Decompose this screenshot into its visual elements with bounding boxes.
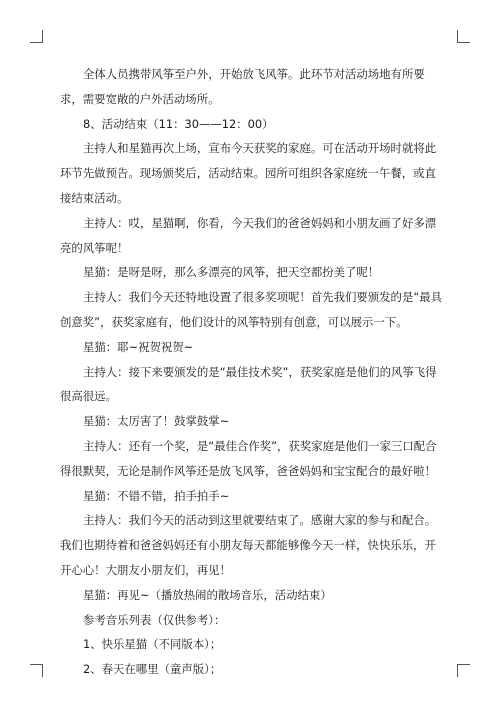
corner-mark-top-left <box>30 30 43 43</box>
dialogue-line: 星猫：太厉害了！鼓掌鼓掌~ <box>83 414 230 429</box>
corner-mark-bottom-right <box>457 664 470 677</box>
dialogue-line: 主持人：还有一个奖，是“最佳合作奖”，获奖家庭是他们一家三口配合得很默契，无论是制作风筝还是放飞风筝，爸爸妈妈和宝宝配合的最好啦！ <box>60 438 437 478</box>
dialogue-line: 主持人：我们今天还特地设置了很多奖项呢！首先我们要颁发的是“最具创意奖”，获奖家庭有，他们设计的风筝特别有创意，可以展示一下。 <box>60 290 443 329</box>
corner-mark-top-right <box>457 30 470 43</box>
paragraph: 全体人员携带风筝至户外，开始放飞风筝。此环节对活动场地有所要求，需要宽敞的户外活动场所。 <box>60 67 425 106</box>
paragraph: 主持人和星猫再次上场，宣布今天获奖的家庭。可在活动开场时就将此环节先做预告。现场颁奖后，活动结束。园所可组织各家庭统一午餐，或直接结束活动。 <box>60 141 437 205</box>
music-list-heading: 参考音乐列表（仅供参考）： <box>83 612 226 627</box>
dialogue-line: 主持人：我们今天的活动到这里就要结束了。感谢大家的参与和配合。我们也期待着和爸爸妈妈还有小朋友每天都能够像今天一样，快快乐乐，开开心心！大朋友小朋友们，再见！ <box>60 513 437 577</box>
dialogue-line: 主持人：哎，星猫啊，你看，今天我们的爸爸妈妈和小朋友画了好多漂亮的风筝呢！ <box>60 215 437 255</box>
section-heading: 8、活动结束（11：30——12：00） <box>83 116 274 131</box>
corner-mark-bottom-left <box>30 664 43 677</box>
dialogue-line: 星猫：不错不错，拍手拍手~ <box>83 488 230 503</box>
dialogue-line: 星猫：耶~祝贺祝贺~ <box>83 339 194 354</box>
dialogue-line: 主持人：接下来要颁发的是“最佳技术奖”，获奖家庭是他们的风筝飞得很高很远。 <box>60 364 437 404</box>
music-list-item: 2、春天在哪里（童声版）； <box>83 662 222 677</box>
dialogue-line: 星猫：是呀是呀，那么多漂亮的风筝，把天空都扮美了呢！ <box>83 265 380 280</box>
dialogue-line: 星猫：再见~（播放热闹的散场音乐，活动结束） <box>83 587 332 602</box>
document-body <box>60 62 445 682</box>
music-list-item: 1、快乐星猫（不同版本）； <box>83 637 222 652</box>
